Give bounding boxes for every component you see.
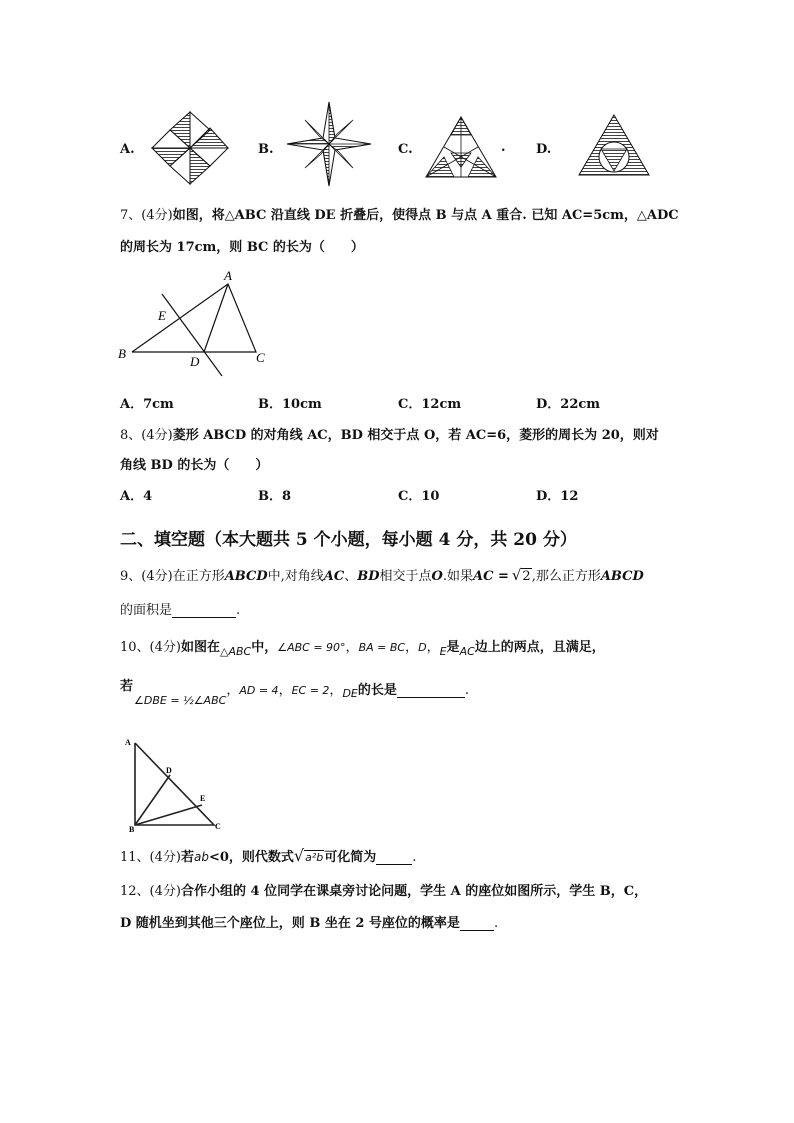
q10-label-c: C bbox=[215, 822, 221, 831]
q10-number: 10、(4分) bbox=[120, 640, 181, 655]
q10-ba: BA = BC bbox=[358, 641, 406, 654]
q6-option-d: D. bbox=[536, 142, 552, 157]
q9-text-a: 在正方形 bbox=[172, 569, 225, 584]
q10-d: D bbox=[418, 641, 427, 654]
q8-option-a: A．4 bbox=[120, 489, 153, 504]
q10-sep2: ， bbox=[405, 640, 419, 655]
q8-line1 bbox=[120, 429, 659, 442]
q10-label-e: E bbox=[200, 794, 206, 803]
q9-abcd-2: ABCD bbox=[600, 569, 644, 584]
q11-radicand: a²b bbox=[305, 851, 324, 864]
q10-label-b: B bbox=[129, 825, 135, 834]
q8-option-b: B．8 bbox=[258, 489, 292, 504]
q10-if: 若 bbox=[120, 679, 134, 694]
q10-ad: AD = 4 bbox=[239, 684, 279, 697]
q8-line2: 角线 BD 的长为（ ） bbox=[120, 458, 269, 473]
q10-sep1: ， bbox=[345, 640, 359, 655]
q10-label-a: A bbox=[125, 738, 131, 747]
q10-end: . bbox=[464, 683, 470, 698]
q7-line2: 的周长为 17cm，则 BC 的长为（ ） bbox=[120, 240, 364, 255]
q9-text-d: .如果 bbox=[442, 569, 473, 584]
q11-end: . bbox=[412, 850, 417, 865]
q9-o: O bbox=[431, 569, 443, 584]
triangle-circle-figure-d bbox=[577, 113, 651, 177]
q6-option-a: A. bbox=[120, 142, 135, 157]
q8-option-d: D．12 bbox=[536, 489, 579, 504]
q10-ec: EC = 2 bbox=[291, 684, 330, 697]
section-title: 二、填空题（本大题共 5 个小题，每小题 4 分，共 20 分） bbox=[120, 530, 577, 550]
q10-e: E bbox=[439, 645, 447, 658]
star-figure bbox=[285, 100, 373, 188]
q7-label-c: C bbox=[256, 350, 265, 365]
q11-answer-blank[interactable] bbox=[376, 851, 412, 865]
q7-option-c: C．12cm bbox=[398, 397, 462, 412]
q11-text-b: <0，则代数式 bbox=[208, 850, 294, 865]
q9-eq: AC = bbox=[472, 569, 509, 584]
q7-option-a: A．7cm bbox=[120, 397, 174, 412]
q10-text-a: 如图在 bbox=[180, 640, 220, 655]
q9-sep: 、 bbox=[344, 569, 358, 584]
q10-text-d: 边上的两点，且满足， bbox=[474, 640, 605, 655]
q10-text-c: 是 bbox=[446, 640, 460, 655]
q10-sep4: ， bbox=[226, 683, 240, 698]
q10-sep6: ， bbox=[329, 683, 343, 698]
q10-line1 bbox=[120, 640, 605, 658]
q9-bd: BD bbox=[357, 569, 380, 584]
q11-line bbox=[120, 848, 416, 865]
q10-ac: AC bbox=[459, 645, 475, 658]
q10-sep5: ， bbox=[278, 683, 292, 698]
q7-option-b: B．10cm bbox=[258, 397, 322, 412]
q9-answer-blank[interactable] bbox=[172, 604, 236, 618]
q8-number: 8、(4分) bbox=[120, 428, 173, 443]
q12-answer-blank[interactable] bbox=[460, 917, 494, 931]
q10-angle: ∠ABC = 90° bbox=[277, 641, 346, 654]
q7-label-a: A bbox=[224, 268, 232, 283]
q9-line1 bbox=[120, 568, 644, 583]
q10-label-d: D bbox=[166, 766, 172, 775]
q7-label-d: D bbox=[190, 354, 200, 369]
q9-number: 9、(4分) bbox=[120, 569, 173, 584]
q7-triangle-figure bbox=[116, 266, 286, 381]
q10-text-e: 的长是 bbox=[357, 683, 397, 698]
q9-sqrt-num: 2 bbox=[522, 569, 531, 584]
q9-abcd: ABCD bbox=[224, 569, 268, 584]
q7-option-d: D．22cm bbox=[536, 397, 601, 412]
q11-number: 11、(4分) bbox=[120, 850, 181, 865]
q7-text: 如图，将△ABC 沿直线 DE 折叠后，使得点 B 与点 A 重合. 已知 AC=5cm，△ADC bbox=[172, 208, 679, 223]
q7-label-e: E bbox=[158, 308, 166, 323]
q11-ab: ab bbox=[193, 850, 209, 864]
q10-cond: ∠DBE = ½∠ABC bbox=[134, 694, 227, 707]
q9-text-b: 中,对角线 bbox=[267, 569, 324, 584]
q11-text-c: 可化简为 bbox=[324, 850, 377, 865]
q7-label-b: B bbox=[118, 346, 126, 361]
q8-option-c: C．10 bbox=[398, 489, 440, 504]
q9-text-line2: 的面积是 bbox=[120, 603, 173, 618]
q6-option-c: C. bbox=[398, 142, 413, 157]
q12-number: 12、(4分) bbox=[120, 884, 181, 899]
q9-ac: AC bbox=[323, 569, 345, 584]
q8-text: 菱形 ABCD 的对角线 AC，BD 相交于点 O，若 AC=6，菱形的周长为 20，则对 bbox=[172, 428, 659, 443]
q9-sqrt: √2 bbox=[511, 566, 531, 584]
q10-answer-blank[interactable] bbox=[397, 684, 465, 698]
q10-text-b: 中， bbox=[251, 640, 278, 655]
q7-line1 bbox=[120, 209, 679, 222]
q6-option-b: B. bbox=[258, 142, 274, 157]
q10-tri: △ABC bbox=[219, 645, 252, 658]
q7-number: 7、(4分) bbox=[120, 208, 173, 223]
q11-sqrt: √a²b bbox=[293, 846, 324, 865]
q9-end: . bbox=[236, 603, 241, 618]
q9-text-c: 相交于点 bbox=[379, 569, 432, 584]
q12-text-line2: D 随机坐到其他三个座位上，则 B 坐在 2 号座位的概率是 bbox=[120, 916, 460, 931]
q10-de: DE bbox=[342, 687, 358, 700]
q12-text-line1: 合作小组的 4 位同学在课桌旁讨论问题，学生 A 的座位如图所示，学生 B，C， bbox=[180, 884, 648, 899]
q10-sep3: ， bbox=[426, 640, 440, 655]
q9-line2 bbox=[120, 604, 240, 618]
q12-end: . bbox=[493, 916, 499, 931]
q11-text-a: 若 bbox=[180, 850, 194, 865]
q10-triangle-figure bbox=[122, 733, 232, 833]
q9-text-e: ,那么正方形 bbox=[531, 569, 601, 584]
triangle-figure-c bbox=[424, 115, 498, 179]
q12-line1 bbox=[120, 885, 647, 898]
pinwheel-figure bbox=[148, 108, 232, 188]
q6-dot: . bbox=[501, 140, 506, 155]
q10-line2 bbox=[120, 680, 133, 693]
q12-line2 bbox=[120, 917, 498, 931]
